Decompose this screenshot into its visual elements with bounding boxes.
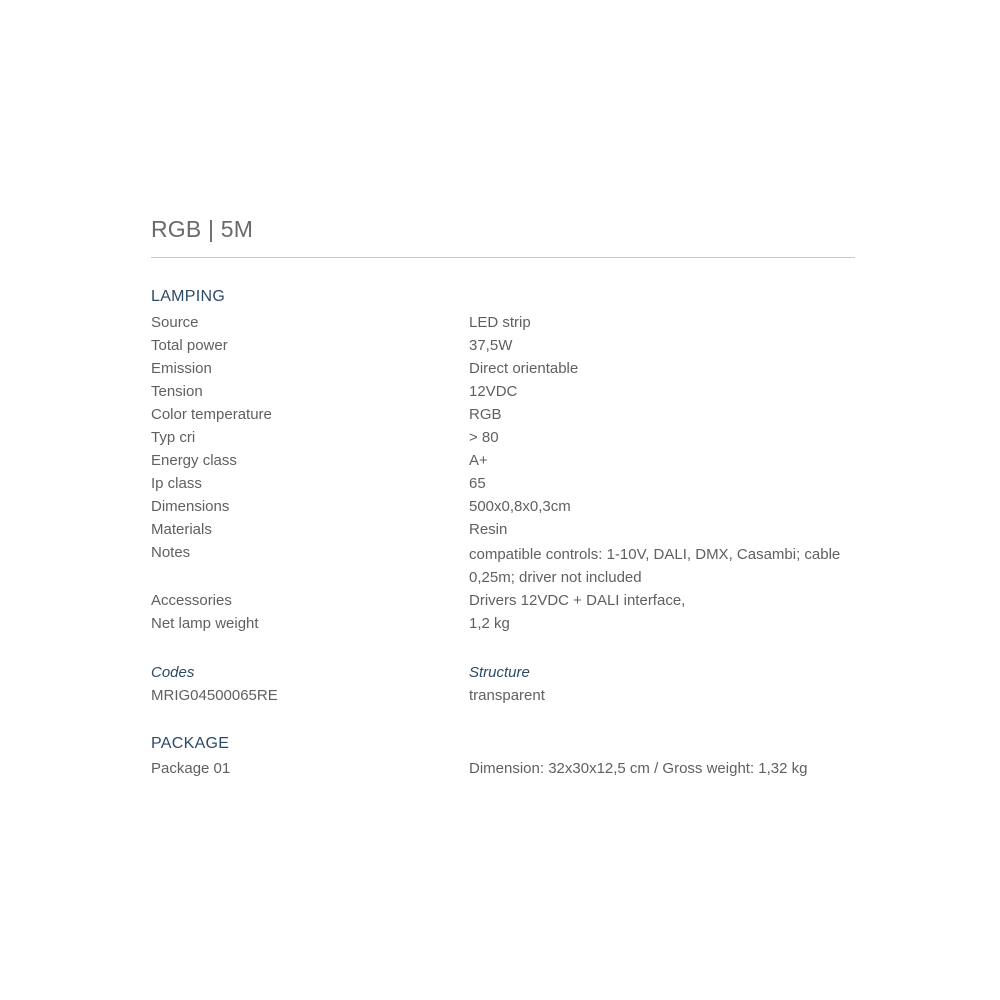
spec-value: 65 [469,475,486,492]
product-title: RGB | 5M [151,216,254,242]
spec-row-typ-cri [151,426,855,449]
product-code: MRIG04500065RE [151,687,278,704]
product-datasheet [151,0,855,1000]
structure-heading: Structure [469,664,530,681]
spec-value: LED strip [469,314,531,331]
spec-row-source [151,311,855,334]
spec-value: 1,2 kg [469,615,510,632]
spec-row-emission [151,357,855,380]
spec-value: RGB [469,406,502,423]
spec-row-notes [151,541,855,589]
spec-row-materials [151,518,855,541]
spec-row-energy-class [151,449,855,472]
spec-label: Materials [151,521,212,538]
codes-heading: Codes [151,664,195,681]
spec-row-net-lamp-weight [151,612,855,635]
spec-row-ip-class [151,472,855,495]
spec-value: > 80 [469,429,499,446]
spec-label: Total power [151,337,228,354]
spec-row-total-power [151,334,855,357]
spec-label: Emission [151,360,212,377]
spec-row-accessories [151,589,855,612]
lamping-spec-list [151,311,855,635]
spec-label: Color temperature [151,406,272,423]
spec-value: Resin [469,521,508,538]
spec-value: A+ [469,452,488,469]
spec-value: Drivers 12VDC + DALI interface, [469,592,686,609]
spec-label: Typ cri [151,429,196,446]
spec-value: 12VDC [469,383,518,400]
title-divider [151,257,855,258]
structure-value: transparent [469,687,545,704]
package-heading: PACKAGE [151,735,230,752]
spec-value: Direct orientable [469,360,579,377]
spec-value: compatible controls: 1-10V, DALI, DMX, Casambi; cable 0,25m; driver not included [469,546,841,586]
spec-value: 37,5W [469,337,513,354]
spec-row-color-temperature [151,403,855,426]
spec-label: Ip class [151,475,202,492]
package-details: Dimension: 32x30x12,5 cm / Gross weight: 1,32 kg [469,760,808,777]
spec-label: Accessories [151,592,232,609]
lamping-heading: LAMPING [151,288,226,305]
spec-label: Notes [151,544,191,561]
spec-label: Dimensions [151,498,230,515]
spec-label: Energy class [151,452,237,469]
spec-row-dimensions [151,495,855,518]
spec-label: Source [151,314,199,331]
spec-label: Net lamp weight [151,615,259,632]
package-name: Package 01 [151,760,231,777]
spec-value: 500x0,8x0,3cm [469,498,571,515]
spec-row-tension [151,380,855,403]
spec-label: Tension [151,383,203,400]
